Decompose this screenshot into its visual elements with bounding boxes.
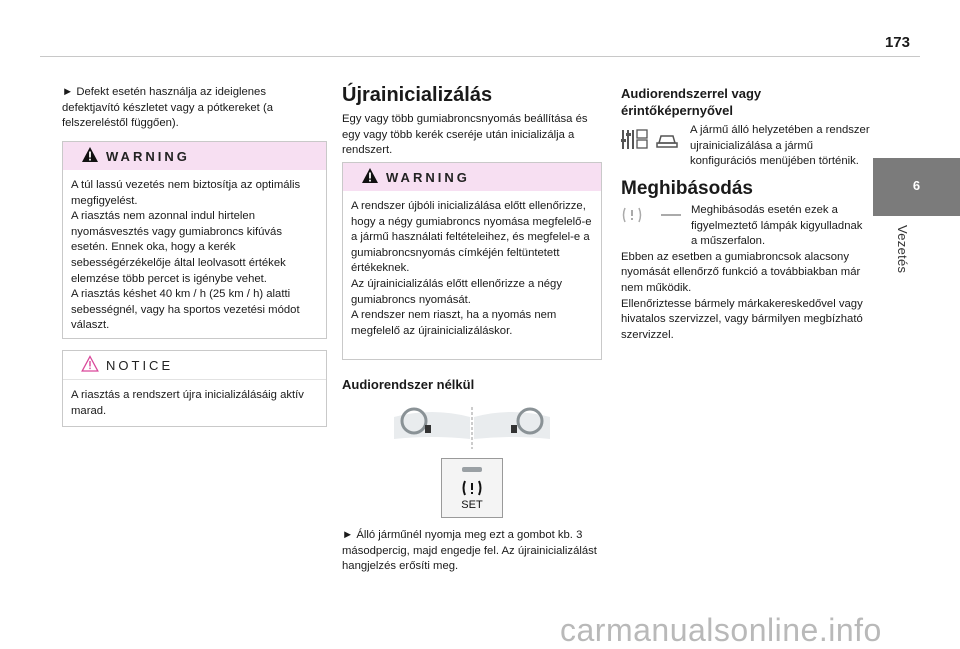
- chapter-label-wrap: [895, 225, 925, 315]
- intro-text: ► Defekt esetén használja az ideiglenes defektjavító készletet vagy a pótkereket (a felszereléstől függően).: [62, 86, 273, 130]
- notice-triangle-icon: [81, 355, 99, 372]
- warning-box-2: [342, 162, 602, 360]
- dashboard-illustration: [392, 405, 552, 451]
- fault-line: Ellenőriztesse bármely márkakereskedővel vagy hivatalos szervizzel, vagy bármilyen megbízható szervizzel.: [621, 297, 863, 341]
- section-title-fault: Meghibásodás: [621, 178, 753, 199]
- warning-header: [63, 142, 326, 170]
- audio-text: A jármű álló helyzetében a rendszer ujrainicializálása a jármű konfigurációs menüjében történik.: [690, 124, 870, 168]
- warning-body: [63, 170, 326, 340]
- warning-box: [62, 141, 327, 339]
- warning-line: A riasztás késhet 40 km / h (25 km / h) alatti sebességnél, vagy ha sportos vezetési módot választ.: [71, 288, 300, 332]
- warning-title: WARNING: [106, 149, 190, 164]
- notice-body: [63, 380, 326, 425]
- fault-text: [621, 203, 871, 343]
- settings-icon: [621, 130, 647, 149]
- notice-header: [63, 351, 326, 380]
- warning-triangle-icon: [81, 146, 99, 163]
- set-label: SET: [461, 499, 483, 511]
- car-icon: [657, 136, 677, 147]
- watermark: carmanualsonline.info: [560, 612, 882, 648]
- section-title-reinit: Újrainicializálás: [342, 84, 493, 106]
- warning-line: A rendszer nem riaszt, ha a nyomás nem megfelelő az újrainicializáláskor.: [351, 309, 557, 337]
- warning-header-2: [343, 163, 601, 191]
- warning-line: Az újrainicializálás előtt ellenőrizze a négy gumiabroncs nyomását.: [351, 277, 562, 306]
- fault-line: Ebben az esetben a gumiabroncsok alacsony nyomását ellenőrző funkció a továbbiakban már nem működik.: [621, 250, 861, 294]
- page-number: 173: [884, 34, 910, 51]
- reinit-intro: Egy vagy több gumiabroncsnyomás beállítása és egy vagy több kerék cseréje után inicializálja a rendszert.: [342, 113, 588, 157]
- column-3: [621, 85, 871, 119]
- chapter-label: Vezetés: [895, 225, 910, 274]
- fault-line: Meghibásodás esetén ezek a figyelmeztető lámpák kigyulladnak a műszerfalon.: [691, 204, 863, 248]
- header-divider: [40, 56, 920, 57]
- notice-text: A riasztás a rendszert újra inicializálásáig aktív marad.: [71, 389, 304, 417]
- tpms-set-button-icon: [441, 458, 503, 518]
- tpms-warning-icon: [461, 479, 483, 497]
- notice-title: NOTICE: [106, 358, 174, 373]
- warning-line: A rendszer újbóli inicializálása előtt ellenőrizze, hogy a négy gumiabroncs nyomása megfelelő-e a jármű használati feltételeihez, és megfelel-e a gumiabroncsnyomás címkéjén feltüntetett értékeknek.: [351, 200, 592, 275]
- warning-triangle-icon: [361, 167, 379, 184]
- no-audio-subtitle: Audiorendszer nélkül: [342, 377, 475, 392]
- warning-title-2: WARNING: [386, 170, 470, 185]
- step-text: ► Álló járműnél nyomja meg ezt a gombot kb. 3 másodpercig, majd engedje fel. Az újrainicializálást hangjelzés erősíti meg.: [342, 529, 597, 573]
- warning-body-2: [343, 191, 601, 345]
- column-1: [62, 85, 324, 132]
- column-2: [342, 84, 600, 159]
- config-icons: [621, 127, 681, 151]
- audio-subtitle: Audiorendszerrel vagy érintőképernyővel: [621, 86, 762, 118]
- warning-line: A riasztás nem azonnal indul hirtelen nyomásvesztés vagy gumiabroncs kifúvás esetén. Ennek oka, hogy a kerék sebességérzékelője által leolvasott értékek elemzése több percet is igénybe vehet.: [71, 210, 286, 285]
- chapter-number: 6: [912, 178, 921, 193]
- notice-box: [62, 350, 327, 427]
- warning-line: A túl lassú vezetés nem biztosítja az optimális megfigyelést.: [71, 179, 301, 207]
